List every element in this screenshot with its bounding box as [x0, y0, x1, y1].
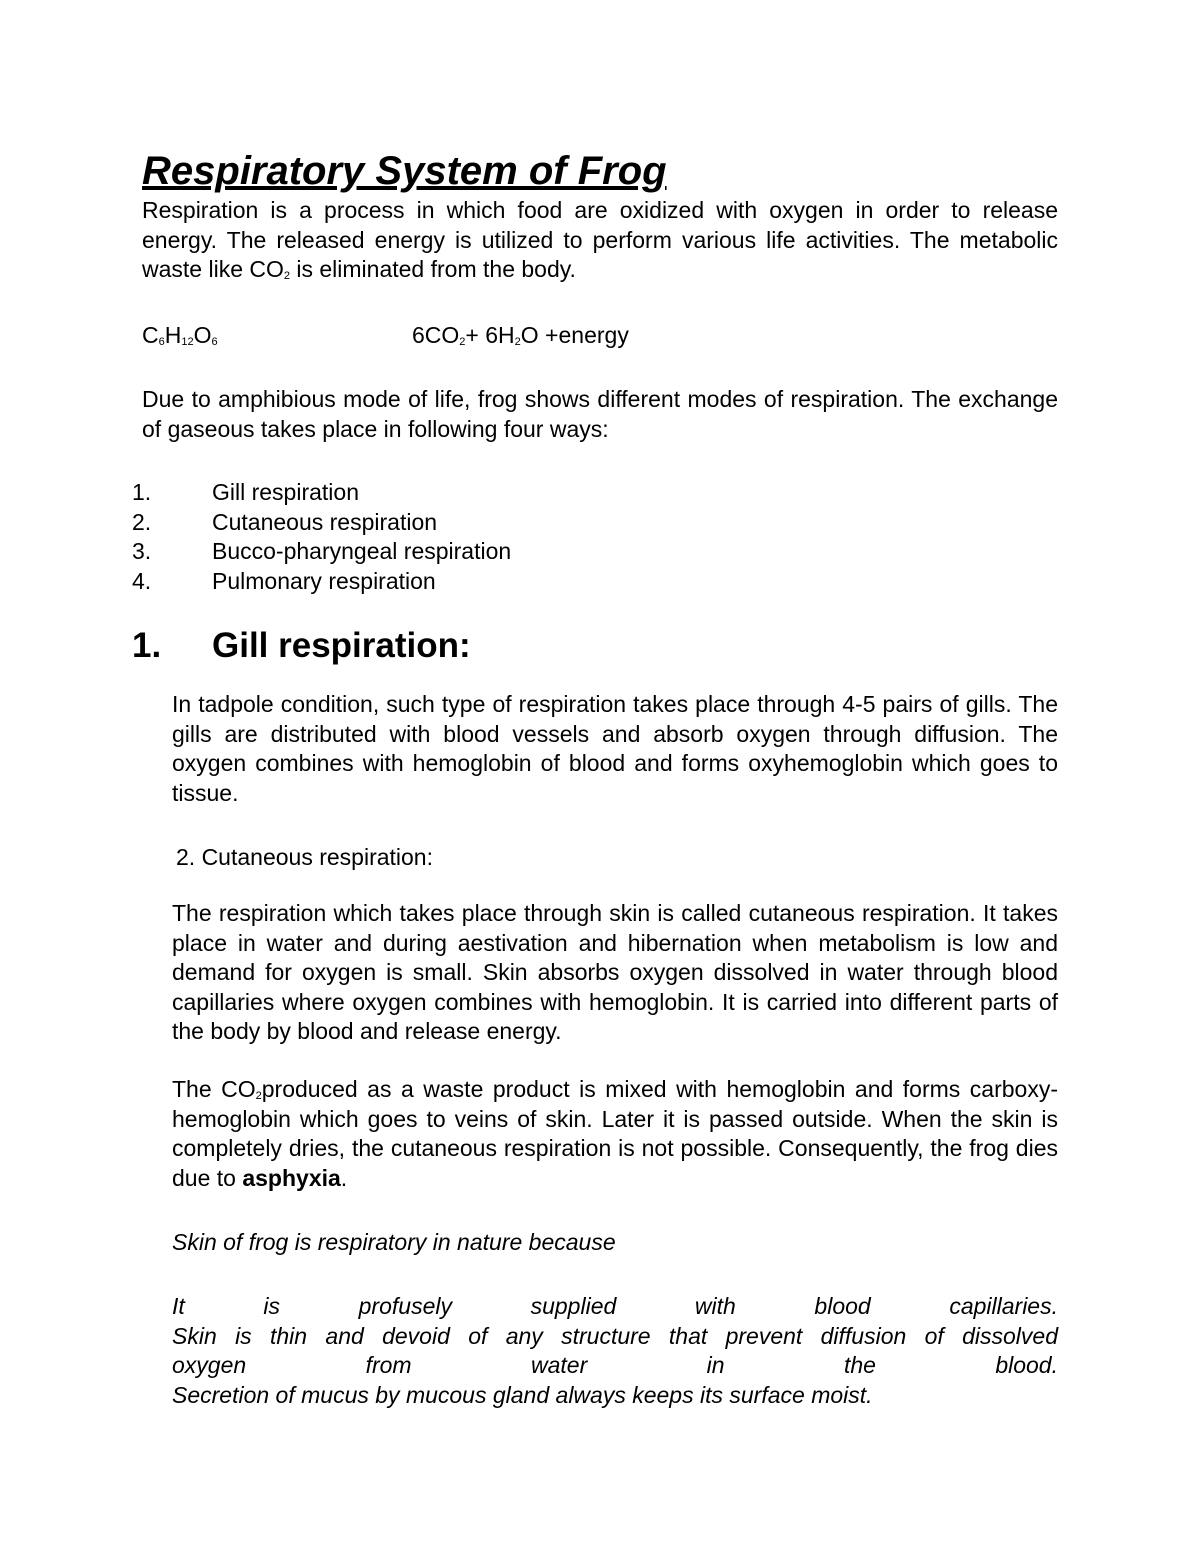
list-item-number: 2.	[132, 508, 152, 535]
intro-subscript: 2	[283, 270, 290, 282]
list-item-number: 4.	[132, 567, 152, 594]
rhs-co2: 6CO	[412, 322, 460, 348]
lhs-hydrogen-sub: 12	[181, 336, 194, 348]
intro-paragraph	[142, 196, 1058, 285]
cutaneous-respiration-heading: 2. Cutaneous respiration:	[176, 844, 433, 870]
list-item-label: Pulmonary respiration	[212, 567, 436, 594]
lhs-carbon-sub: 6	[158, 336, 165, 348]
cutaneous-paragraph-2-text: produced as a waste product is mixed with hemoglobin and forms carboxy-hemoglobin which goes to veins of skin. Later it is passed outside. When the skin is completely dries, the cutaneous respiration is not possible. Consequently, the frog dies due to	[172, 1076, 1058, 1191]
skin-reason-line: Secretion of mucus by mucous gland always keeps its surface moist.	[172, 1381, 873, 1408]
rhs-co2-sub: 2	[459, 336, 466, 348]
gill-heading-text: Gill respiration:	[212, 626, 471, 665]
rhs-water: + 6H	[465, 322, 515, 348]
intro-text: Respiration is a process in which food are oxidized with oxygen in order to release energy. The released energy is utilized to perform various life activities. The metabolic waste like CO	[142, 197, 1058, 282]
skin-reason-line: Skin is thin and devoid of any structure that prevent diffusion of dissolved	[172, 1322, 1058, 1349]
lhs-hydrogen: H	[164, 322, 182, 348]
lhs-carbon: C	[142, 322, 159, 348]
page-title: Respiratory System of Frog	[142, 149, 667, 193]
equation-rhs	[412, 320, 629, 350]
co2-text: The CO	[172, 1076, 256, 1102]
cutaneous-paragraph-2-end: .	[340, 1164, 348, 1191]
asphyxia-term: asphyxia	[242, 1164, 341, 1191]
gill-heading-number: 1.	[132, 626, 162, 665]
skin-reason-line: It is profusely supplied with blood capillaries.	[172, 1293, 1058, 1319]
respiration-equation	[142, 320, 742, 350]
list-item-label: Bucco-pharyngeal respiration	[212, 538, 512, 564]
list-item-label: Cutaneous respiration	[212, 508, 438, 535]
co2-subscript: 2	[255, 1090, 262, 1102]
intro-text-end: is eliminated from the body.	[290, 256, 576, 282]
equation-lhs	[142, 322, 218, 348]
skin-reason-line: oxygen from water in the blood.	[172, 1352, 1058, 1378]
modes-intro-paragraph: Due to amphibious mode of life, frog shows different modes of respiration. The exchange of gaseous takes place in following four ways:	[142, 386, 1058, 442]
cutaneous-paragraph-1: The respiration which takes place through skin is called cutaneous respiration. It takes place in water and during aestivation and hibernation when metabolism is low and demand for oxygen is small. Skin absorbs oxygen dissolved in water through blood capillaries where oxygen combines with hemoglobin. It is carried into different parts of the body by blood and release energy.	[172, 900, 1058, 1044]
lhs-oxygen: O	[193, 322, 212, 348]
skin-respiratory-title: Skin of frog is respiratory in nature because	[172, 1229, 616, 1255]
skin-reasons-paragraph	[172, 1292, 1058, 1410]
rhs-energy: O +energy	[520, 322, 629, 348]
list-item-number: 1.	[132, 479, 152, 505]
rhs-water-sub: 2	[514, 336, 521, 348]
cutaneous-paragraph-2	[172, 1075, 1058, 1193]
gill-respiration-paragraph: In tadpole condition, such type of respiration takes place through 4-5 pairs of gills. The gills are distributed with blood vessels and absorb oxygen through diffusion. The oxygen combines with hemoglobin of blood and forms oxyhemoglobin which goes to tissue.	[172, 691, 1058, 806]
list-item-number: 3.	[132, 538, 152, 564]
lhs-oxygen-sub: 6	[211, 336, 218, 348]
list-item-label: Gill respiration	[212, 479, 359, 505]
